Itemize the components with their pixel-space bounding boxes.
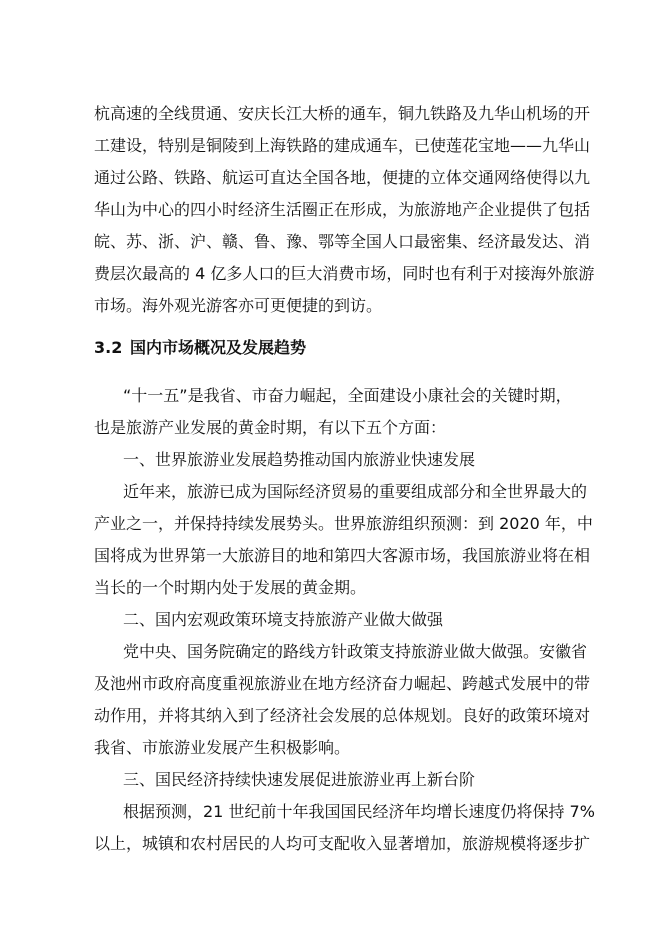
- paragraph-line: 产业之一，并保持持续发展势头。世界旅游组织预测：到 2020 年，中: [94, 514, 593, 533]
- paragraph-line: 也是旅游产业发展的黄金时期，有以下五个方面：: [94, 418, 447, 437]
- paragraph-line: 党中央、国务院确定的路线方针政策支持旅游业做大做强。安徽省: [123, 642, 588, 661]
- paragraph-line: 通过公路、铁路、航运可直达全国各地，便捷的立体交通网络使得以九: [94, 168, 591, 187]
- paragraph-line: 近年来，旅游已成为国际经济贸易的重要组成部分和全世界最大的: [123, 482, 588, 501]
- paragraph-line: 工建设，特别是铜陵到上海铁路的建成通车，已使莲花宝地——九华山: [94, 136, 591, 155]
- point-heading: 三、国民经济持续快速发展促进旅游业再上新台阶: [123, 770, 476, 789]
- section-heading: [94, 338, 306, 358]
- paragraph-line: 国将成为世界第一大旅游目的地和第四大客源市场，我国旅游业将在相: [94, 546, 591, 565]
- point-heading: 一、世界旅游业发展趋势推动国内旅游业快速发展: [123, 450, 476, 469]
- paragraph-line: 市场。海外观光游客亦可更便捷的到访。: [94, 296, 383, 315]
- paragraph-line: 动作用，并将其纳入到了经济社会发展的总体规划。良好的政策环境对: [94, 706, 591, 725]
- paragraph-line: 以上，城镇和农村居民的人均可支配收入显著增加，旅游规模将逐步扩: [94, 834, 591, 853]
- paragraph-line: 我省、市旅游业发展产生积极影响。: [94, 738, 351, 757]
- section-title: 国内市场概况及发展趋势: [130, 338, 307, 357]
- paragraph-line: 费层次最高的 4 亿多人口的巨大消费市场，同时也有利于对接海外旅游: [94, 264, 595, 283]
- point-heading: 二、国内宏观政策环境支持旅游产业做大做强: [123, 610, 444, 629]
- paragraph-line: 及池州市政府高度重视旅游业在地方经济奋力崛起、跨越式发展中的带: [94, 674, 591, 693]
- paragraph-line: 皖、苏、浙、沪、赣、鲁、豫、鄂等全国人口最密集、经济最发达、消: [94, 232, 591, 251]
- section-number: 3.2: [94, 338, 123, 357]
- paragraph-line: 当长的一个时期内处于发展的黄金期。: [94, 578, 367, 597]
- paragraph-line: 根据预测，21 世纪前十年我国国民经济年均增长速度仍将保持 7%: [123, 802, 595, 821]
- paragraph-line: 华山为中心的四小时经济生活圈正在形成，为旅游地产企业提供了包括: [94, 200, 591, 219]
- paragraph-line: 杭高速的全线贯通、安庆长江大桥的通车，铜九铁路及九华山机场的开: [94, 104, 591, 123]
- paragraph-line: “十一五”是我省、市奋力崛起，全面建设小康社会的关键时期，: [123, 386, 572, 405]
